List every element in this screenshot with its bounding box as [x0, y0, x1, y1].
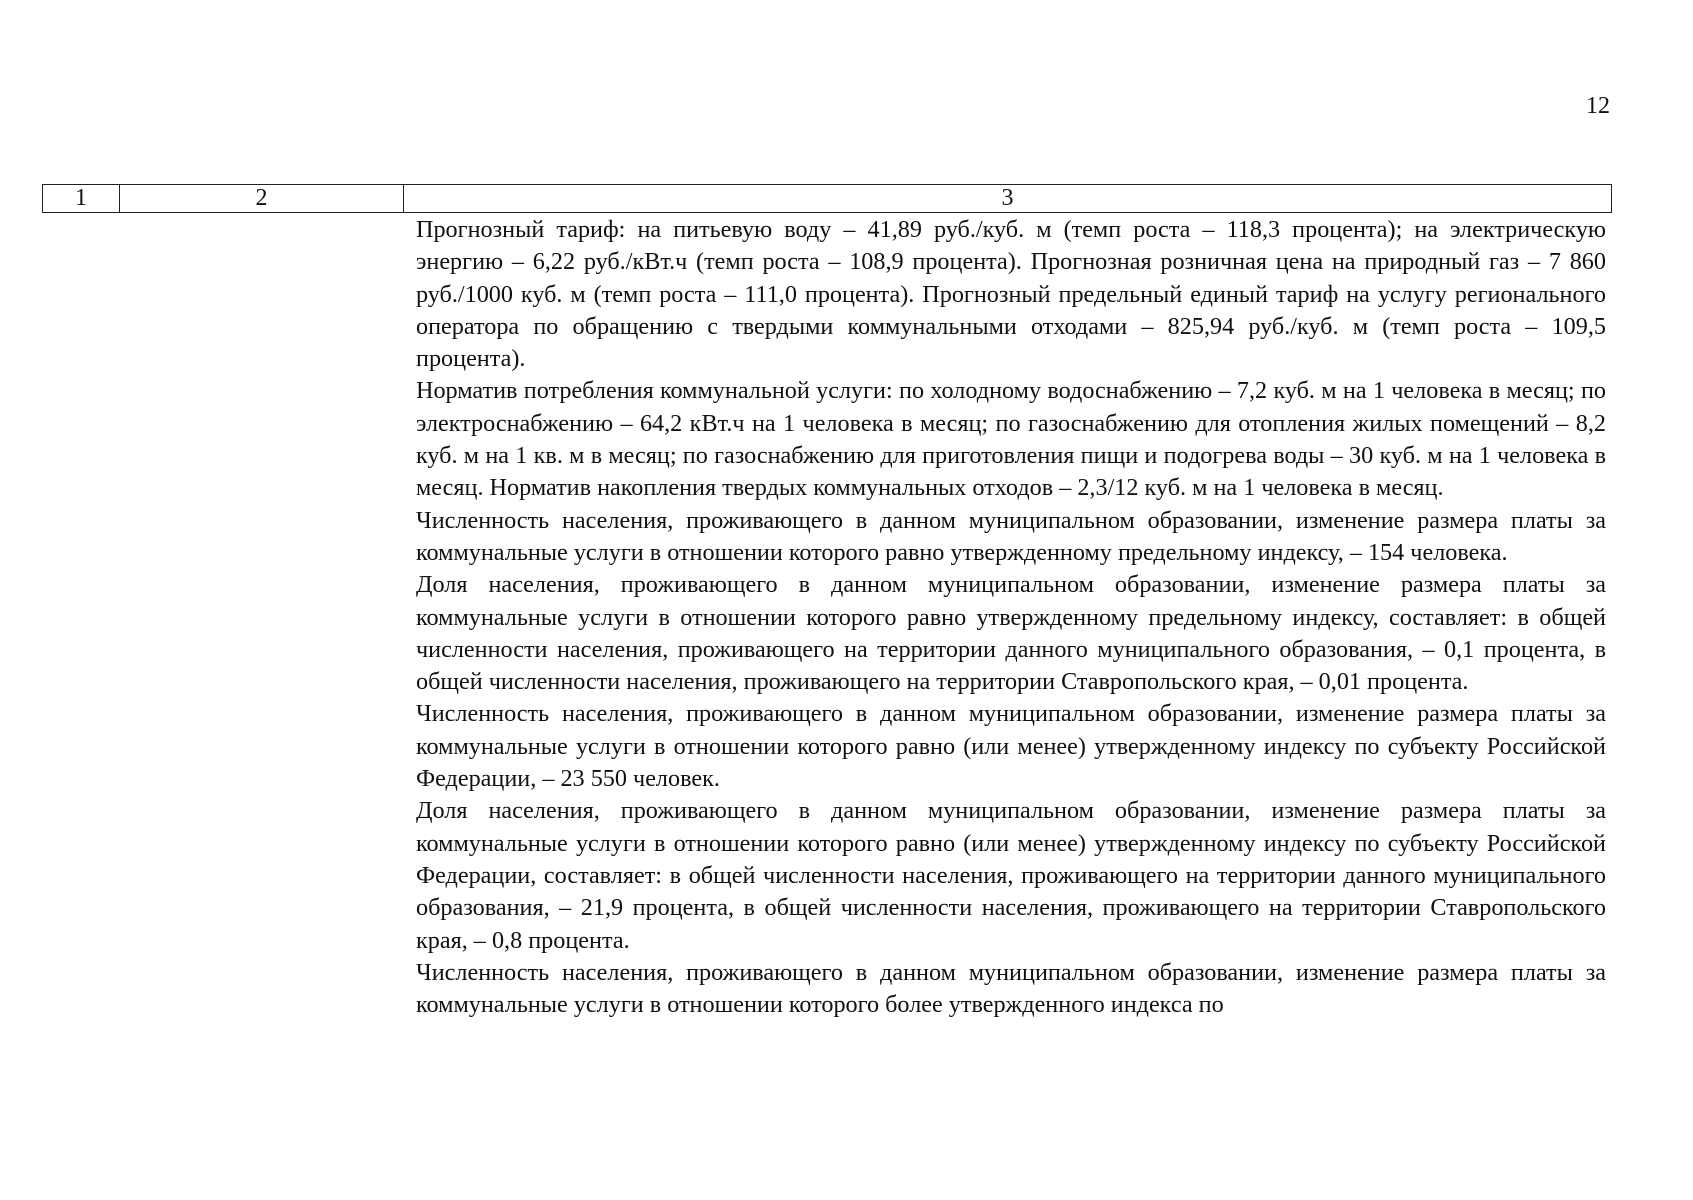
paragraph-population-above-index: Численность населения, проживающего в данном муниципальном образовании, изменение размера платы за коммунальные услуги в отношении которого более утвержденного индекса по — [416, 958, 1606, 1019]
paragraph-population-equal-or-less-index: Численность населения, проживающего в данном муниципальном образовании, изменение размера платы за коммунальные услуги в отношении которого равно (или менее) утвержденному индексу по субъекту Российской Федерации, – 23 550 человек. — [416, 700, 1606, 793]
document-body — [416, 214, 1606, 1021]
paragraph-share-equal-limit: Доля населения, проживающего в данном муниципальном образовании, изменение размера платы за коммунальные услуги в отношении которого равно утвержденному предельному индексу, составляет: в общей численности населения, проживающего на территории данного муниципального образования, – 0,1 процента, в общей численности населения, проживающего на территории Ставропольского края, – 0,01 процента. — [416, 571, 1606, 696]
column-1-header: 1 — [43, 185, 120, 212]
paragraph-consumption-norms: Норматив потребления коммунальной услуги: по холодному водоснабжению – 7,2 куб. м на 1 человека в месяц; по электроснабжению – 64,2 кВт.ч на 1 человека в месяц; по газоснабжению для отопления жилых помещений – 8,2 куб. м на 1 кв. м в месяц; по газоснабжению для приготовления пищи и подогрева воды – 30 куб. м на 1 человека в месяц. Норматив накопления твердых коммунальных отходов – 2,3/12 куб. м на 1 человека в месяц. — [416, 377, 1606, 502]
page-number: 12 — [1586, 93, 1610, 119]
paragraph-share-equal-or-less-index: Доля населения, проживающего в данном муниципальном образовании, изменение размера платы за коммунальные услуги в отношении которого равно (или менее) утвержденному индексу по субъекту Российской Федерации, составляет: в общей численности населения, проживающего на территории данного муниципального образования, – 21,9 процента, в общей численности населения, проживающего на территории Ставропольского края, – 0,8 процента. — [416, 797, 1606, 954]
paragraph-population-equal-limit: Численность населения, проживающего в данном муниципальном образовании, изменение размера платы за коммунальные услуги в отношении которого равно утвержденному предельному индексу, – 154 человека. — [416, 506, 1606, 566]
column-3-header: 3 — [1001, 185, 1014, 211]
column-2-header: 2 — [120, 185, 404, 212]
table-header-row — [42, 184, 1612, 213]
paragraph-forecast-tariffs: Прогнозный тариф: на питьевую воду – 41,89 руб./куб. м (темп роста – 118,3 процента); на электрическую энергию – 6,22 руб./кВт.ч (темп роста – 108,9 процента). Прогнозная розничная цена на природный газ – 7 860 руб./1000 куб. м (темп роста – 111,0 процента). Прогнозный предельный единый тариф на услугу регионального оператора по обращению с твердыми коммунальными отходами – 825,94 руб./куб. м (темп роста – 109,5 процента). — [416, 216, 1606, 373]
